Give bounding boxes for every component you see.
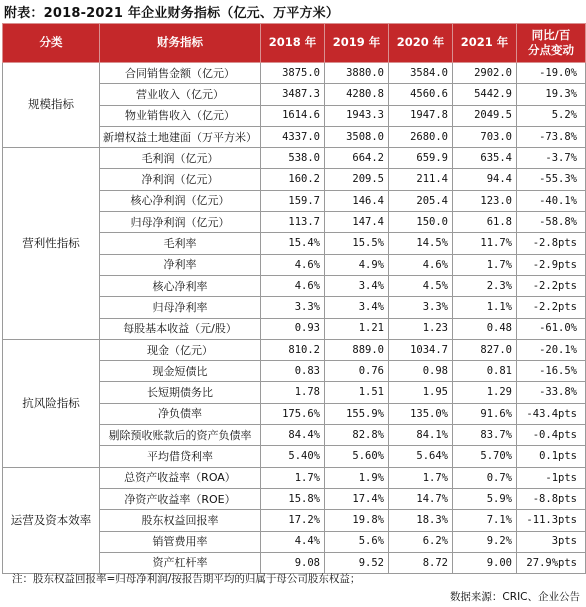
- indicator-cell: 净利润（亿元）: [100, 169, 261, 190]
- category-cell-risk: 抗风险指标: [3, 339, 100, 467]
- value-2021: 2049.5: [453, 105, 517, 126]
- indicator-cell: 归母净利率: [100, 297, 261, 318]
- value-change: 0.1pts: [517, 446, 586, 467]
- value-2020: 205.4: [389, 190, 453, 211]
- value-2020: 659.9: [389, 148, 453, 169]
- value-2019: 3.4%: [325, 297, 389, 318]
- value-2019: 146.4: [325, 190, 389, 211]
- financial-indicators-table: [2, 23, 586, 574]
- value-2018: 0.93: [261, 318, 325, 339]
- value-2021: 635.4: [453, 148, 517, 169]
- value-2021: 0.81: [453, 361, 517, 382]
- header-2020: 2020 年: [389, 24, 453, 63]
- value-2019: 82.8%: [325, 425, 389, 446]
- indicator-cell: 毛利率: [100, 233, 261, 254]
- header-category: 分类: [3, 24, 100, 63]
- value-2019: 19.8%: [325, 510, 389, 531]
- value-2019: 209.5: [325, 169, 389, 190]
- value-2018: 1.7%: [261, 467, 325, 488]
- value-2018: 4.4%: [261, 531, 325, 552]
- value-2019: 4.9%: [325, 254, 389, 275]
- value-2019: 1943.3: [325, 105, 389, 126]
- value-2018: 4.6%: [261, 275, 325, 296]
- data-source: 数据来源：CRIC、企业公告: [449, 591, 580, 603]
- value-2020: 3584.0: [389, 63, 453, 84]
- value-change: -2.9pts: [517, 254, 586, 275]
- value-2021: 61.8: [453, 212, 517, 233]
- value-2018: 3.3%: [261, 297, 325, 318]
- value-2020: 4560.6: [389, 84, 453, 105]
- indicator-cell: 销管费用率: [100, 531, 261, 552]
- value-2018: 4.6%: [261, 254, 325, 275]
- category-cell-profitability: 营利性指标: [3, 148, 100, 340]
- value-2020: 0.98: [389, 361, 453, 382]
- value-2021: 5.70%: [453, 446, 517, 467]
- value-change: 27.9%pts: [517, 552, 586, 573]
- value-2020: 4.6%: [389, 254, 453, 275]
- value-2019: 17.4%: [325, 488, 389, 509]
- value-2020: 1.7%: [389, 467, 453, 488]
- table-row: [3, 63, 586, 84]
- value-2021: 2902.0: [453, 63, 517, 84]
- value-2019: 1.9%: [325, 467, 389, 488]
- indicator-cell: 现金短债比: [100, 361, 261, 382]
- indicator-cell: 物业销售收入（亿元）: [100, 105, 261, 126]
- header-2021: 2021 年: [453, 24, 517, 63]
- value-change: -1pts: [517, 467, 586, 488]
- value-2018: 113.7: [261, 212, 325, 233]
- value-2020: 5.64%: [389, 446, 453, 467]
- indicator-cell: 总资产收益率（ROA）: [100, 467, 261, 488]
- indicator-cell: 毛利润（亿元）: [100, 148, 261, 169]
- table-title: 附表：2018-2021 年企业财务指标（亿元、万平方米）: [4, 6, 340, 21]
- header-2019: 2019 年: [325, 24, 389, 63]
- value-2018: 4337.0: [261, 126, 325, 147]
- value-2019: 1.51: [325, 382, 389, 403]
- value-2018: 15.4%: [261, 233, 325, 254]
- value-change: -16.5%: [517, 361, 586, 382]
- value-2018: 17.2%: [261, 510, 325, 531]
- header-change-line2: 分点变动: [528, 43, 574, 57]
- value-2020: 1.95: [389, 382, 453, 403]
- value-2021: 0.7%: [453, 467, 517, 488]
- value-change: -43.4pts: [517, 403, 586, 424]
- value-change: -61.0%: [517, 318, 586, 339]
- value-2021: 11.7%: [453, 233, 517, 254]
- indicator-cell: 新增权益土地建面（万平方米）: [100, 126, 261, 147]
- value-2021: 94.4: [453, 169, 517, 190]
- value-2018: 810.2: [261, 339, 325, 360]
- value-change: -2.2pts: [517, 275, 586, 296]
- indicator-cell: 剔除预收账款后的资产负债率: [100, 425, 261, 446]
- value-change: -11.3pts: [517, 510, 586, 531]
- value-2021: 83.7%: [453, 425, 517, 446]
- indicator-cell: 归母净利润（亿元）: [100, 212, 261, 233]
- value-2020: 150.0: [389, 212, 453, 233]
- value-2019: 0.76: [325, 361, 389, 382]
- table-row: [3, 467, 586, 488]
- value-2019: 889.0: [325, 339, 389, 360]
- value-change: -58.8%: [517, 212, 586, 233]
- value-change: 5.2%: [517, 105, 586, 126]
- value-2018: 5.40%: [261, 446, 325, 467]
- value-change: -40.1%: [517, 190, 586, 211]
- value-2020: 1947.8: [389, 105, 453, 126]
- value-2019: 3508.0: [325, 126, 389, 147]
- value-2018: 0.83: [261, 361, 325, 382]
- indicator-cell: 每股基本收益（元/股）: [100, 318, 261, 339]
- value-2018: 1614.6: [261, 105, 325, 126]
- value-2019: 3880.0: [325, 63, 389, 84]
- value-2019: 147.4: [325, 212, 389, 233]
- value-2020: 18.3%: [389, 510, 453, 531]
- value-2021: 5.9%: [453, 488, 517, 509]
- value-2019: 1.21: [325, 318, 389, 339]
- indicator-cell: 净负债率: [100, 403, 261, 424]
- value-2020: 2680.0: [389, 126, 453, 147]
- value-2019: 9.52: [325, 552, 389, 573]
- value-2021: 7.1%: [453, 510, 517, 531]
- value-2018: 15.8%: [261, 488, 325, 509]
- value-2020: 14.7%: [389, 488, 453, 509]
- value-2019: 155.9%: [325, 403, 389, 424]
- value-2021: 827.0: [453, 339, 517, 360]
- value-change: -20.1%: [517, 339, 586, 360]
- value-change: -73.8%: [517, 126, 586, 147]
- category-cell-efficiency: 运营及资本效率: [3, 467, 100, 573]
- category-cell-scale: 规模指标: [3, 63, 100, 148]
- value-change: 3pts: [517, 531, 586, 552]
- table-row: [3, 339, 586, 360]
- value-2021: 123.0: [453, 190, 517, 211]
- value-2020: 6.2%: [389, 531, 453, 552]
- value-change: -19.0%: [517, 63, 586, 84]
- value-2021: 0.48: [453, 318, 517, 339]
- value-2019: 5.60%: [325, 446, 389, 467]
- value-change: -8.8pts: [517, 488, 586, 509]
- value-change: -3.7%: [517, 148, 586, 169]
- value-2018: 1.78: [261, 382, 325, 403]
- indicator-cell: 长短期债务比: [100, 382, 261, 403]
- value-2020: 14.5%: [389, 233, 453, 254]
- header-2018: 2018 年: [261, 24, 325, 63]
- value-2018: 9.08: [261, 552, 325, 573]
- value-2021: 1.29: [453, 382, 517, 403]
- indicator-cell: 现金（亿元）: [100, 339, 261, 360]
- indicator-cell: 核心净利润（亿元）: [100, 190, 261, 211]
- value-2018: 538.0: [261, 148, 325, 169]
- header-row: [3, 24, 586, 63]
- value-change: -33.8%: [517, 382, 586, 403]
- value-2020: 1034.7: [389, 339, 453, 360]
- indicator-cell: 净利率: [100, 254, 261, 275]
- value-change: -0.4pts: [517, 425, 586, 446]
- footnote: 注：股东权益回报率=归母净利润/按报告期平均的归属于母公司股东权益；: [12, 573, 361, 585]
- value-2020: 4.5%: [389, 275, 453, 296]
- value-2021: 91.6%: [453, 403, 517, 424]
- value-2018: 84.4%: [261, 425, 325, 446]
- value-2018: 3875.0: [261, 63, 325, 84]
- value-2018: 3487.3: [261, 84, 325, 105]
- value-2019: 4280.8: [325, 84, 389, 105]
- table-row: [3, 148, 586, 169]
- header-indicator: 财务指标: [100, 24, 261, 63]
- value-change: -55.3%: [517, 169, 586, 190]
- value-2019: 5.6%: [325, 531, 389, 552]
- value-2020: 84.1%: [389, 425, 453, 446]
- value-2020: 1.23: [389, 318, 453, 339]
- value-2019: 3.4%: [325, 275, 389, 296]
- indicator-cell: 资产杠杆率: [100, 552, 261, 573]
- value-2020: 211.4: [389, 169, 453, 190]
- value-change: -2.2pts: [517, 297, 586, 318]
- indicator-cell: 合同销售金额（亿元）: [100, 63, 261, 84]
- indicator-cell: 股东权益回报率: [100, 510, 261, 531]
- header-change-line1: 同比/百: [531, 28, 571, 42]
- value-2021: 1.7%: [453, 254, 517, 275]
- value-2019: 664.2: [325, 148, 389, 169]
- value-2021: 1.1%: [453, 297, 517, 318]
- indicator-cell: 核心净利率: [100, 275, 261, 296]
- value-2020: 135.0%: [389, 403, 453, 424]
- value-2021: 5442.9: [453, 84, 517, 105]
- indicator-cell: 平均借贷利率: [100, 446, 261, 467]
- value-2021: 9.00: [453, 552, 517, 573]
- indicator-cell: 营业收入（亿元）: [100, 84, 261, 105]
- header-change: [517, 24, 586, 63]
- value-change: 19.3%: [517, 84, 586, 105]
- value-2021: 2.3%: [453, 275, 517, 296]
- value-2021: 9.2%: [453, 531, 517, 552]
- value-2018: 159.7: [261, 190, 325, 211]
- value-change: -2.8pts: [517, 233, 586, 254]
- value-2020: 8.72: [389, 552, 453, 573]
- value-2021: 703.0: [453, 126, 517, 147]
- indicator-cell: 净资产收益率（ROE）: [100, 488, 261, 509]
- value-2020: 3.3%: [389, 297, 453, 318]
- value-2018: 175.6%: [261, 403, 325, 424]
- value-2018: 160.2: [261, 169, 325, 190]
- value-2019: 15.5%: [325, 233, 389, 254]
